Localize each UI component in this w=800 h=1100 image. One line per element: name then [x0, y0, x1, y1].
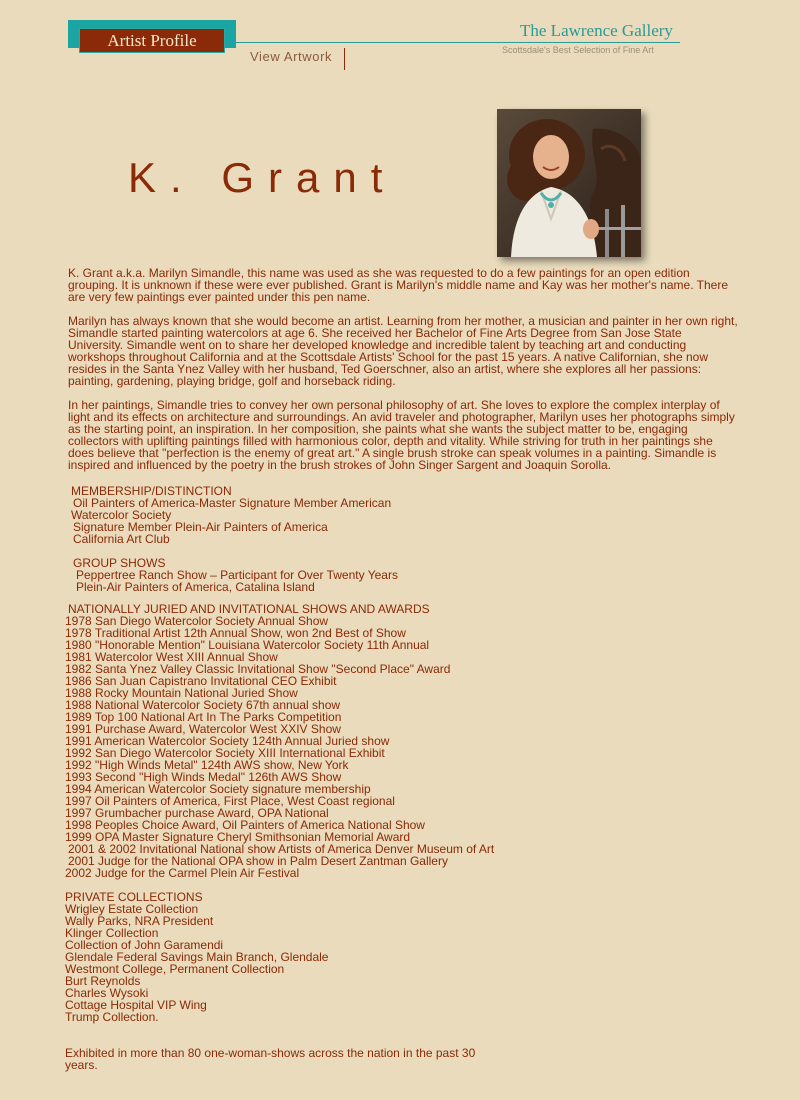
header-divider-line: [230, 42, 680, 43]
collection-item: Westmont College, Permanent Collection: [65, 962, 285, 976]
award-item: 1997 Grumbacher purchase Award, OPA National: [65, 806, 329, 820]
award-item: 1992 San Diego Watercolor Society XIII International Exhibit: [65, 746, 385, 760]
bio-paragraph-3: In her paintings, Simandle tries to convey her own personal philosophy of art. She loves to explore the complex interplay of light and its effects on architecture and surroundings. An avid traveler and photographer, Marilyn uses her photographs simply as the starting point, an inspiration. In her composition, she paints what she wants the subject matter to be, engaging collectors with uplifting paintings filled with harmonious color, depth and vitality. While striving for truth in her paintings she does believe that "perfection is the enemy of great art." A single brush stroke can speak volumes in a painting. Simandle is inspired and influenced by the poetry in the brush strokes of John Singer Sargent and Joaquin Sorolla.: [68, 398, 735, 472]
gallery-title[interactable]: The Lawrence Gallery: [520, 21, 673, 40]
membership-item: Signature Member Plein-Air Painters of America: [73, 520, 328, 534]
award-item: 1978 San Diego Watercolor Society Annual Show: [65, 614, 329, 628]
collection-item: Wally Parks, NRA President: [65, 914, 214, 928]
award-item: 1978 Traditional Artist 12th Annual Show, won 2nd Best of Show: [65, 626, 406, 640]
award-item: 1980 "Honorable Mention" Louisiana Watercolor Society 11th Annual: [65, 638, 430, 652]
membership-item: Oil Painters of America-Master Signature Member American: [73, 496, 392, 510]
award-item: 1982 Santa Ynez Valley Classic Invitational Show "Second Place" Award: [65, 662, 451, 676]
awards-heading: NATIONALLY JURIED AND INVITATIONAL SHOWS AND AWARDS: [68, 602, 430, 616]
collection-item: Glendale Federal Savings Main Branch, Glendale: [65, 950, 329, 964]
group-show-item: Plein-Air Painters of America, Catalina Island: [76, 580, 315, 594]
collection-item: Charles Wysoki: [65, 986, 149, 1000]
collection-item: Cottage Hospital VIP Wing: [65, 998, 207, 1012]
award-item: 1999 OPA Master Signature Cheryl Smithsonian Memorial Award: [65, 830, 411, 844]
group-shows-heading: GROUP SHOWS: [73, 556, 166, 570]
bio-paragraph-1: K. Grant a.k.a. Marilyn Simandle, this name was used as she was requested to do a few paintings for an open edition grouping. It is unknown if these were ever published. Grant is Marilyn's middle name and Kay was her mother's name. There are very few paintings ever painted under this pen name.: [68, 266, 729, 304]
collection-item: Klinger Collection: [65, 926, 159, 940]
bio-paragraph-2: Marilyn has always known that she would become an artist. Learning from her mother, a musician and painter in her own right, Simandle started painting watercolors at age 6. She received her Bachelor of Fine Arts Degree from San Jose State University. Simandle went on to share her developed knowledge and incredible talent by teaching art and conducting workshops throughout California and at the Scottsdale Artists' School for the past 15 years. A native Californian, she now resides in the Santa Ynez Valley with her husband, Ted Goerschner, also an artist, where she explores all her passions: painting, gardening, playing bridge, golf and horseback riding.: [68, 314, 738, 388]
exhibited-text-line-1: Exhibited in more than 80 one-woman-shows across the nation in the past 30: [65, 1046, 476, 1060]
gallery-subtitle: Scottsdale's Best Selection of Fine Art: [502, 45, 654, 55]
view-artwork-link[interactable]: View Artwork: [250, 49, 333, 64]
award-item: 1988 National Watercolor Society 67th annual show: [65, 698, 341, 712]
award-item: 1998 Peoples Choice Award, Oil Painters of America National Show: [65, 818, 425, 832]
artist-portrait-image: [497, 109, 641, 257]
group-show-item: Peppertree Ranch Show – Participant for Over Twenty Years: [76, 568, 398, 582]
award-item: 1994 American Watercolor Society signature membership: [65, 782, 371, 796]
award-item: 1992 "High Winds Metal" 124th AWS show, New York: [65, 758, 349, 772]
award-item: 1989 Top 100 National Art In The Parks Competition: [65, 710, 342, 724]
collection-item: Collection of John Garamendi: [65, 938, 224, 952]
award-item: 2001 Judge for the National OPA show in Palm Desert Zantman Gallery: [68, 854, 448, 868]
collection-item: Burt Reynolds: [65, 974, 141, 988]
award-item: 1991 Purchase Award, Watercolor West XXIV Show: [65, 722, 341, 736]
exhibited-text-line-2: years.: [65, 1058, 98, 1072]
award-item: 2001 & 2002 Invitational National show Artists of America Denver Museum of Art: [68, 842, 495, 856]
award-item: 1981 Watercolor West XIII Annual Show: [65, 650, 278, 664]
award-item: 1997 Oil Painters of America, First Place, West Coast regional: [65, 794, 395, 808]
membership-item: California Art Club: [73, 532, 170, 546]
award-item: 1993 Second "High Winds Medal" 126th AWS Show: [65, 770, 342, 784]
membership-heading: MEMBERSHIP/DISTINCTION: [71, 484, 232, 498]
artist-name: K. Grant: [128, 154, 397, 201]
nav-divider: [344, 48, 345, 70]
collections-heading: PRIVATE COLLECTIONS: [65, 890, 203, 904]
award-item: 1991 American Watercolor Society 124th Annual Juried show: [65, 734, 390, 748]
membership-item: Watercolor Society: [71, 508, 172, 522]
collection-item: Wrigley Estate Collection: [65, 902, 199, 916]
collection-item: Trump Collection.: [65, 1010, 159, 1024]
award-item: 1988 Rocky Mountain National Juried Show: [65, 686, 298, 700]
award-item: 1986 San Juan Capistrano Invitational CEO Exhibit: [65, 674, 337, 688]
tab-artist-profile[interactable]: Artist Profile: [79, 28, 225, 53]
award-item: 2002 Judge for the Carmel Plein Air Festival: [65, 866, 300, 880]
